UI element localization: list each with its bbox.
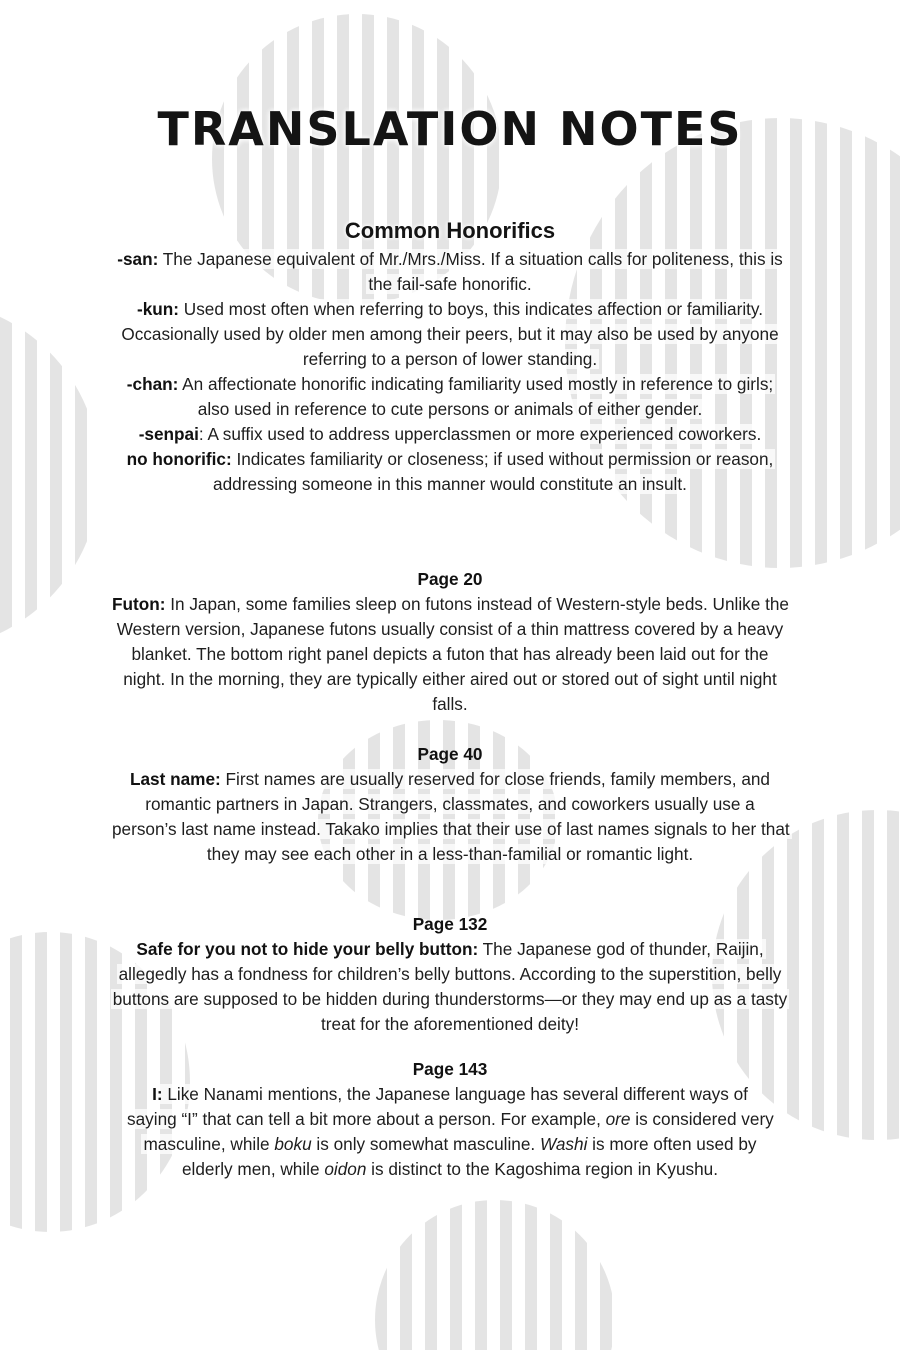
honorific-description: : A suffix used to address upperclassmen or more experienced coworkers. [198,424,762,444]
honorifics-heading: Common Honorifics [344,218,556,244]
note-page-20 [110,567,790,717]
stripe-circle-bottom [375,1200,615,1350]
note-page-143 [125,1057,775,1182]
honorific-term: -san: [117,249,159,269]
honorific-description: Used most often when referring to boys, this indicates affection or familiarity. Occasionally used by older men among their peers, but it may also be used by anyone referring to a person of lower standing. [121,299,779,369]
japanese-word-ore: ore [605,1109,631,1129]
page-title: TRANSLATION NOTES [157,101,743,156]
note-text: Like Nanami mentions, the Japanese language has several different ways of saying “I” that can tell a bit more about a person. For example, [127,1084,748,1129]
japanese-word-washi: Washi [539,1134,588,1154]
honorific-description: Indicates familiarity or closeness; if used without permission or reason, addressing someone in this manner would constitute an insult. [213,449,774,494]
honorifics-list [110,247,790,497]
honorific-description: An affectionate honorific indicating familiarity used mostly in reference to girls; also used in reference to cute persons or animals of either gender. [178,374,774,419]
japanese-word-oidon: oidon [324,1159,367,1179]
note-page-heading: Page 132 [412,914,488,934]
note-text: is considered very masculine, while [143,1109,774,1154]
note-body [110,767,790,867]
honorific-item [110,297,790,372]
note-page-132 [110,912,790,1037]
honorific-item [110,247,790,297]
honorific-item [110,372,790,422]
note-term: Safe for you not to hide your belly button: [136,939,479,959]
honorific-item [110,447,790,497]
note-text: In Japan, some families sleep on futons instead of Western-style beds. Unlike the Western version, Japanese futons usually consist of a thin mattress covered by a heavy blanket. The bottom right panel depicts a futon that has already been laid out for the night. In the morning, they are typically either aired out or stored out of sight until night falls. [116,594,789,714]
note-text: is distinct to the Kagoshima region in Kyushu. [366,1159,718,1179]
note-body [110,937,790,1037]
honorific-term: -senpai [138,424,199,444]
note-page-heading: Page 40 [417,744,483,764]
honorific-term: -kun: [136,299,179,319]
note-term: Last name: [130,769,221,789]
note-text: is only somewhat masculine. [311,1134,540,1154]
note-term: Futon: [112,594,166,614]
honorific-item [110,422,790,447]
note-text: is more often used by elderly men, while [182,1134,757,1179]
honorific-term: -chan: [126,374,179,394]
stripe-circle-left [0,300,100,650]
honorific-term: no honorific: [126,449,232,469]
note-term: I: [152,1084,163,1104]
note-text: The Japanese god of thunder, Raijin, allegedly has a fondness for children’s belly buttons. According to the superstition, belly buttons are supposed to be hidden during thunderstorms—or they may end up as a tasty treat for the aforementioned deity! [112,939,788,1034]
note-page-40 [110,742,790,867]
japanese-word-boku: boku [274,1134,312,1154]
honorific-description: The Japanese equivalent of Mr./Mrs./Miss. If a situation calls for politeness, this is the fail-safe honorific. [158,249,783,294]
note-body [125,1082,775,1182]
note-page-heading: Page 20 [417,569,483,589]
note-page-heading: Page 143 [412,1059,488,1079]
note-text: First names are usually reserved for close friends, family members, and romantic partners in Japan. Strangers, classmates, and coworkers usually use a person’s last name instead. Takako implies that their use of last names signals to her that they may see each other in a less-than-familial or romantic light. [112,769,790,864]
note-body [110,592,790,717]
